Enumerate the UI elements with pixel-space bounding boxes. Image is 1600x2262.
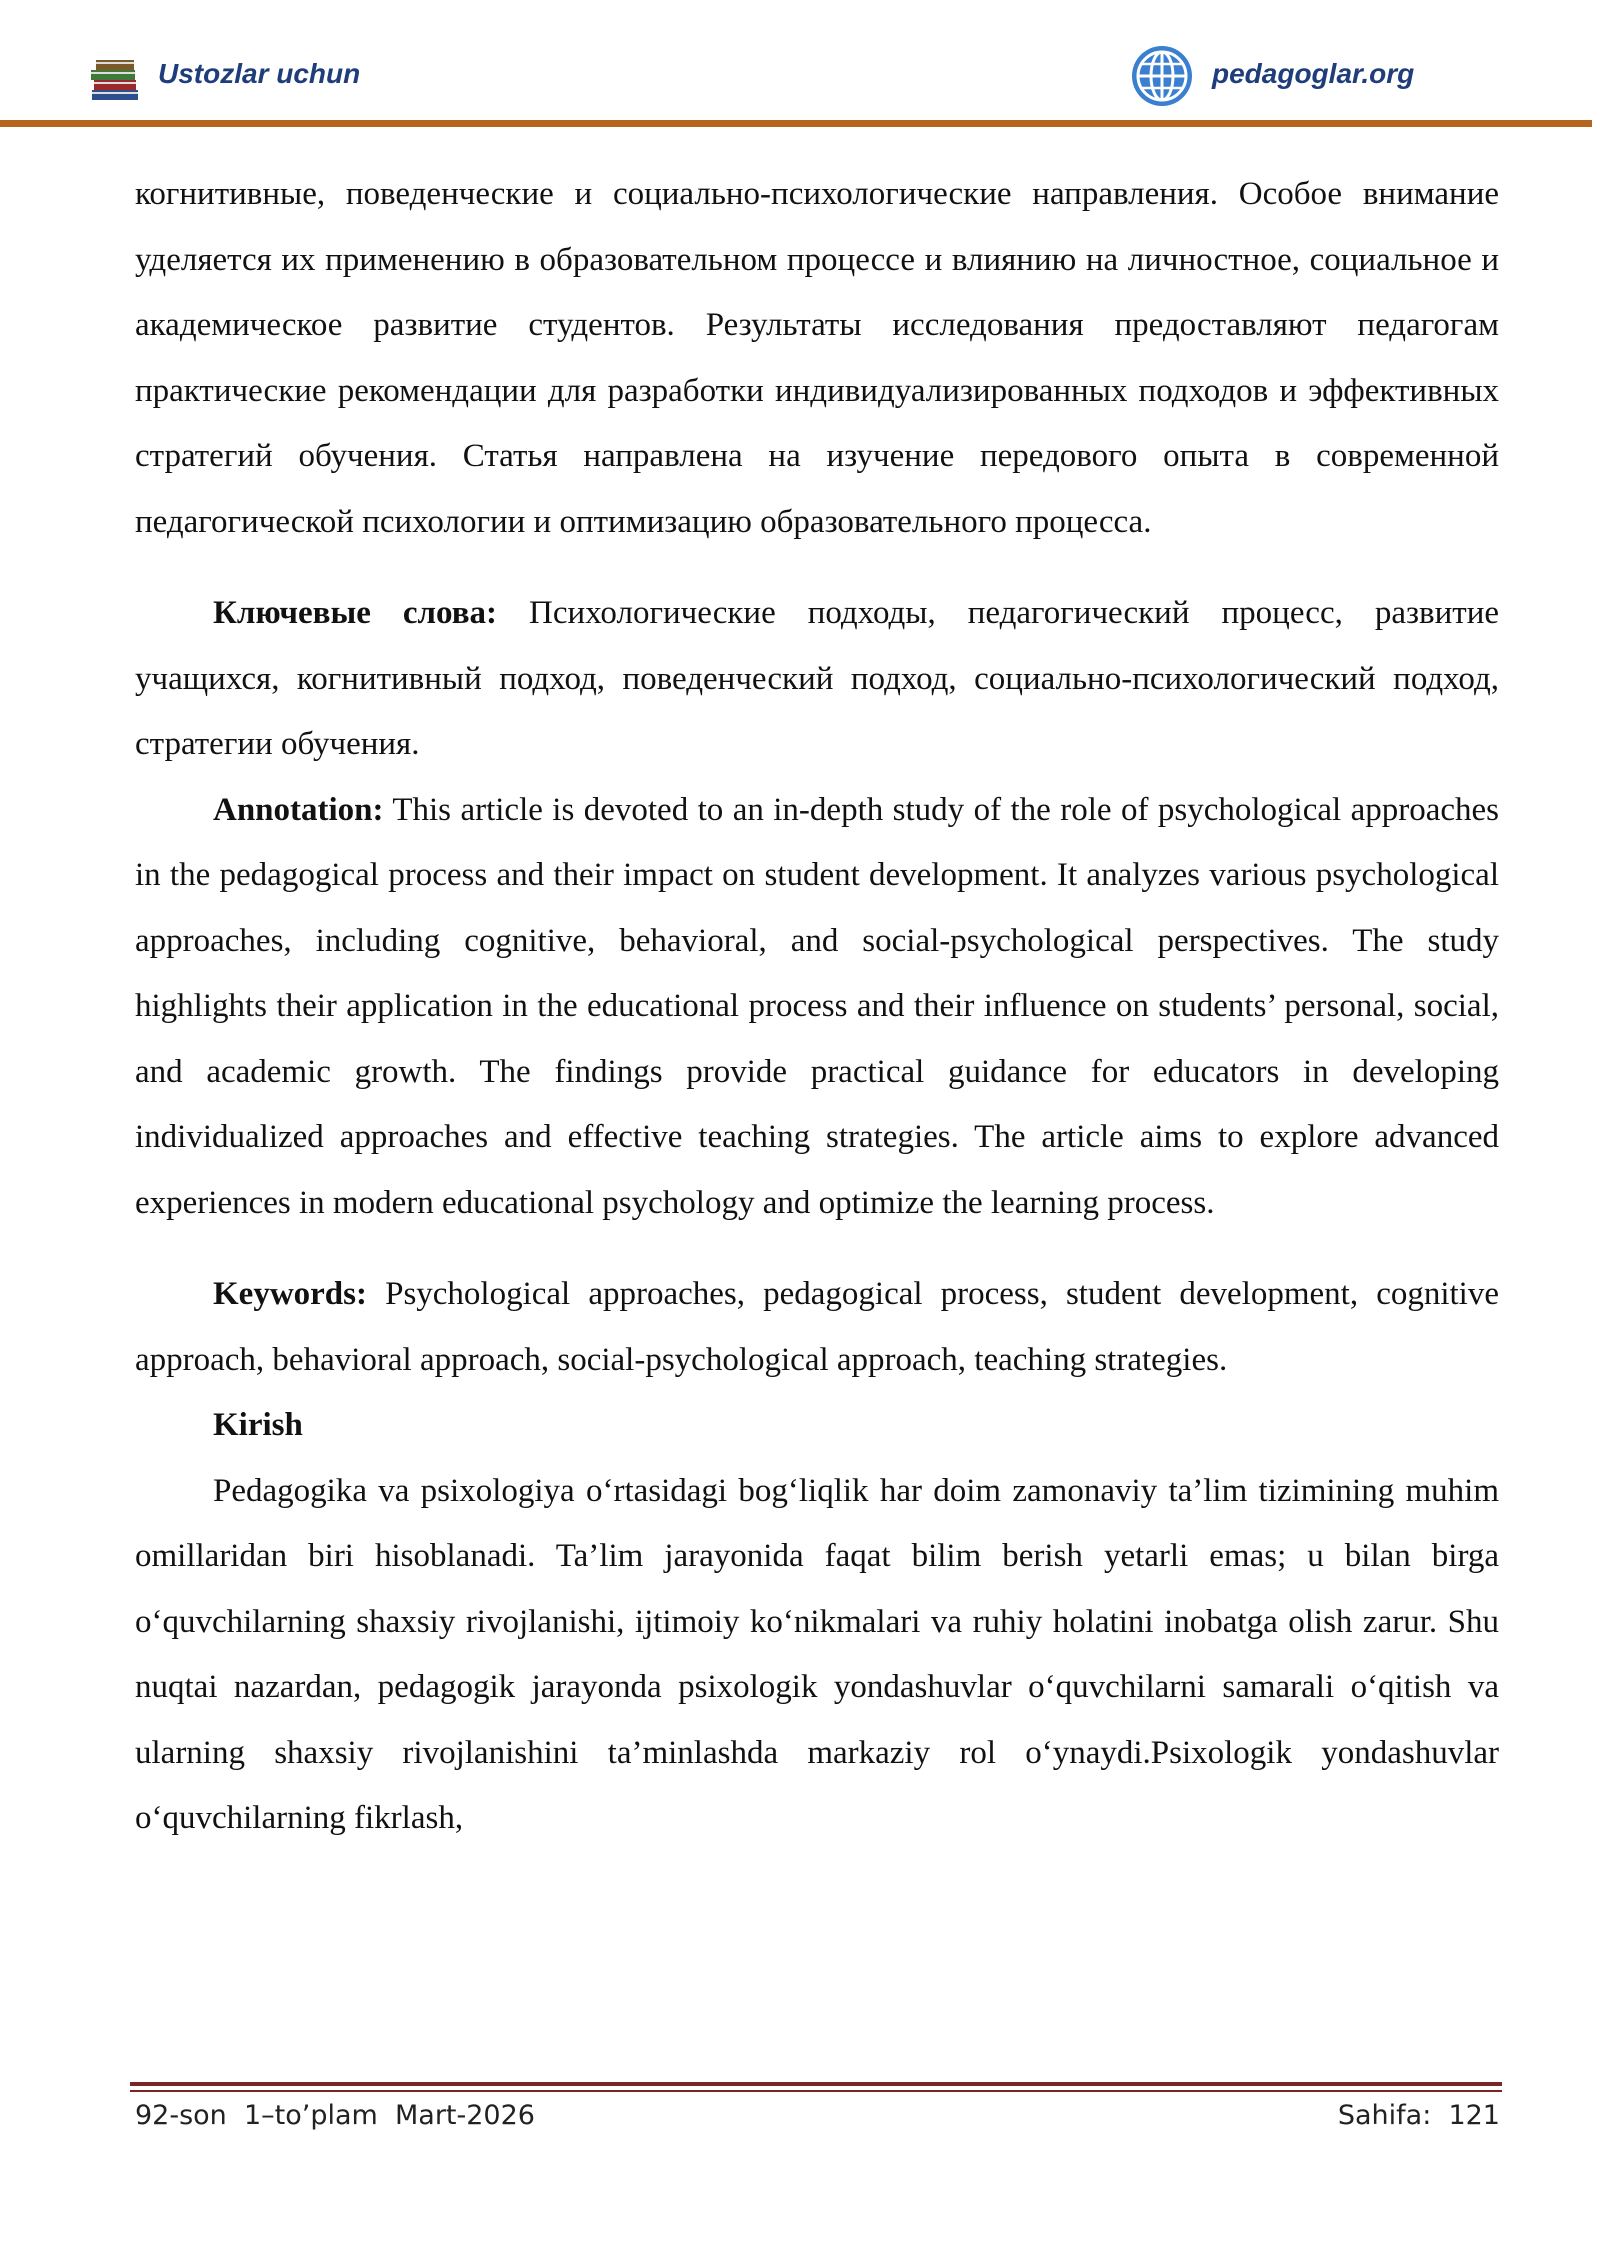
site-name-left: Ustozlar uchun (158, 58, 361, 89)
keywords-en-text: Psychological approaches, pedagogical process, student development, cognitive approach, behavioral approach, social-psychological approach, teaching strategies. (135, 1276, 1499, 1378)
annotation-label: Annotation: (213, 791, 384, 828)
abstract-ru-paragraph: когнитивные, поведенческие и социально-психологические направления. Особое внимание уделяется их применению в образовательном процессе и влиянию на личностное, социальное и академическое развитие студентов. Результаты исследования предоставляют педагогам практические рекомендации для разработки индивидуализированных подходов и эффективных стратегий обучения. Статья направлена на изучение передового опыта в современной педагогической психологии и оптимизацию образовательного процесса. (135, 176, 1499, 540)
footer-divider (130, 2082, 1502, 2086)
intro-paragraph: Pedagogika va psixologiya o‘rtasidagi bog‘liqlik har doim zamonaviy ta’lim tizimining muhim omillaridan biri hisoblanadi. Ta’lim jarayonida faqat bilim berish yetarli emas; u bilan birga o‘quvchilarning shaxsiy rivojlanishi, ijtimoiy ko‘nikmalari va ruhiy holatini inobatga olish zarur. Shu nuqtai nazardan, pedagogik jarayonda psixologik yondashuvlar o‘quvchilarni samarali o‘qitish va ularning shaxsiy rivojlanishini ta’minlashda markaziy rol o‘ynaydi.Psixologik yondashuvlar o‘quvchilarning fikrlash, (135, 1472, 1499, 1836)
globe-icon (1130, 44, 1194, 108)
keywords-en-paragraph (135, 1262, 1499, 1393)
footer-divider-thin (130, 2090, 1502, 2092)
annotation-text: This article is devoted to an in-depth study of the role of psychological approaches in the pedagogical process and their impact on student development. It analyzes various psychological approaches, including cognitive, behavioral, and social-psychological perspectives. The study highlights their application in the educational process and their influence on students’ personal, social, and academic growth. The findings provide practical guidance for educators in developing individualized approaches and effective teaching strategies. The article aims to explore advanced experiences in modern educational psychology and optimize the learning process. (135, 791, 1499, 1221)
article-body (135, 162, 1499, 1852)
keywords-en-label: Keywords: (213, 1276, 367, 1312)
keywords-ru-paragraph (135, 581, 1499, 778)
keywords-ru-text: Психологические подходы, педагогический процесс, развитие учащихся, когнитивный подход, поведенческий подход, социально-психологический подход, стратегии обучения. (135, 595, 1499, 762)
header-divider (0, 120, 1592, 127)
page-number: Sahifa: 121 (1337, 2100, 1500, 2131)
keywords-ru-label: Ключевые слова: (213, 595, 498, 631)
site-name-right: pedagoglar.org (1212, 58, 1415, 89)
section-heading-intro: Kirish (213, 1407, 303, 1443)
books-stack-icon (88, 50, 144, 106)
issue-info: 92-son 1–to’plam Mart-2026 (135, 2100, 535, 2131)
page-header (0, 0, 1600, 130)
annotation-paragraph (135, 778, 1499, 1237)
